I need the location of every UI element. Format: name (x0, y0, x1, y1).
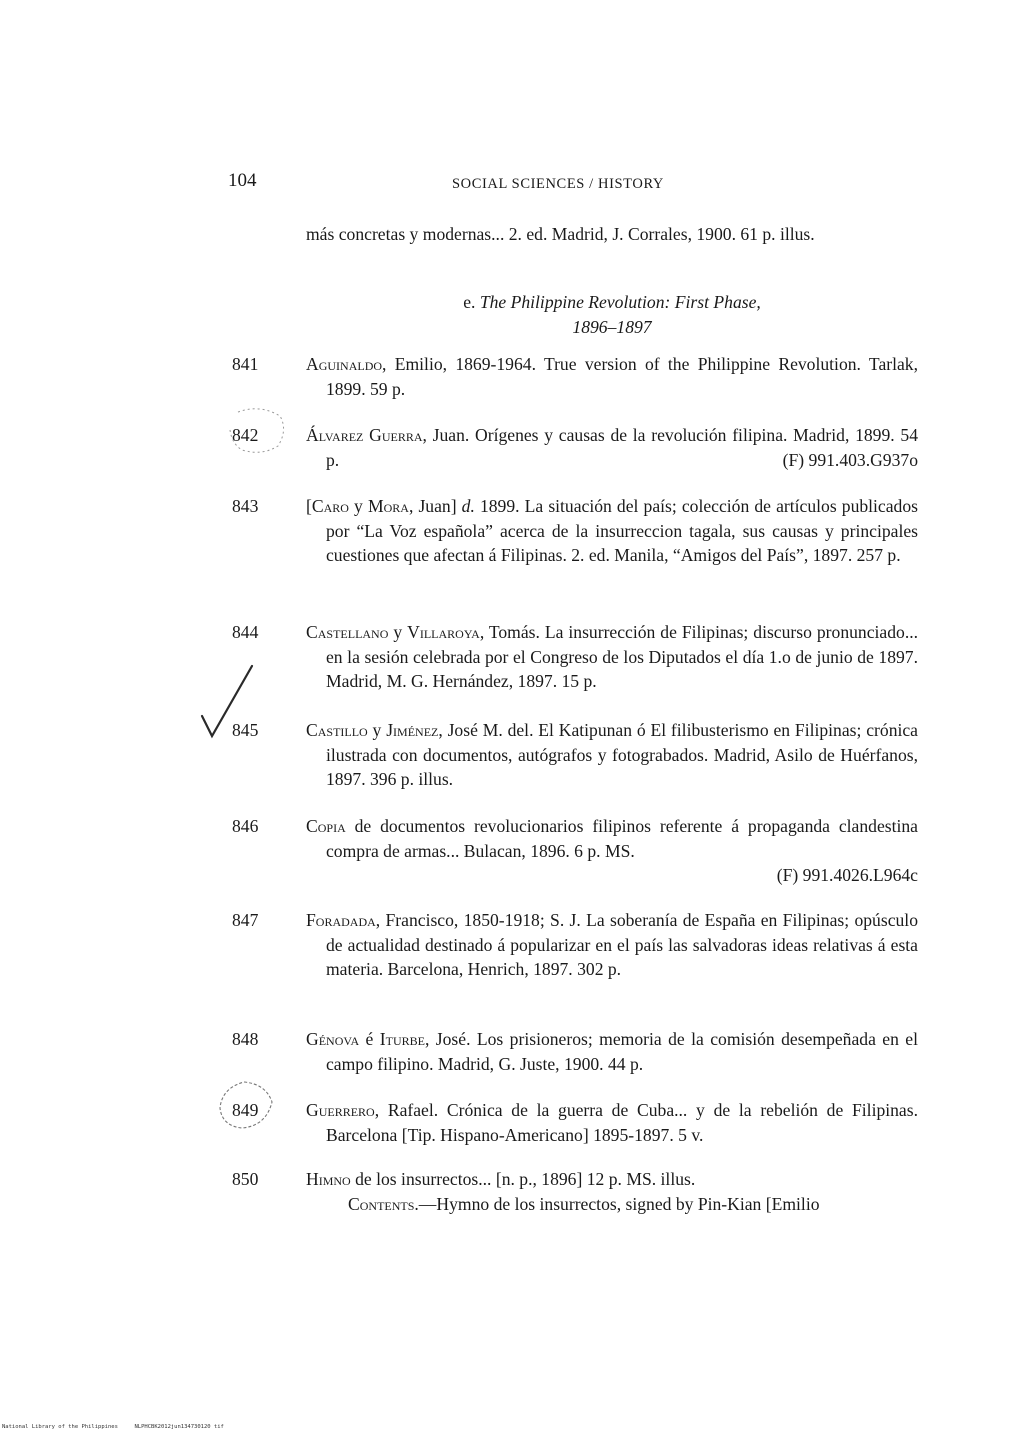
entry-number: 848 (232, 1029, 259, 1049)
entry-841 (232, 352, 918, 401)
entry-845 (232, 718, 918, 792)
entry-number: 847 (232, 910, 259, 930)
entry-text: Castellano y Villaroya, Tomás. La insurrección de Filipinas; discurso pronunciado... en la sesión celebrada por el Congreso de los Diputados el día 1.o de junio de 1897. Madrid, M. G. Hernández, 1897. 15 p. (306, 622, 919, 691)
entry-text: [Caro y Mora, Juan] d. 1899. La situación del país; colección de artículos publicados por “La Voz española” acerca de la insurreccion tagala, sus causas y principales cuestiones que afectan á Filipinas. 2. ed. Manila, “Amigos del País”, 1897. 257 p. (306, 496, 918, 565)
contents-label: Contents (348, 1193, 415, 1214)
entry-text: Castillo y Jiménez, José M. del. El Katipunan ó El filibusterismo en Filipinas; crónica ilustrada con documentos, autógrafos y fotograbados. Madrid, Asilo de Huérfanos, 1897. 396 p. illus. (306, 720, 918, 789)
section-title-line1: The Philippine Revolution: First Phase, (479, 292, 761, 312)
entry-text: Copia de documentos revolucionarios filipinos referente á propaganda clandestina compra de armas... Bulacan, 1896. 6 p. MS. (F) 991.4026.L964c (306, 814, 918, 888)
entry-author: Copia (306, 816, 346, 836)
entry-number: 845 (232, 720, 259, 740)
call-number: (F) 991.4026.L964c (776, 865, 918, 885)
running-head: SOCIAL SCIENCES / HISTORY (452, 176, 664, 192)
entry-number: 841 (232, 354, 259, 374)
contents-note: Contents.—Hymno de los insurrectos, signed by Pin-Kian [Emilio (348, 1193, 820, 1214)
entry-author: Castillo (306, 720, 368, 740)
entry-text: Foradada, Francisco, 1850-1918; S. J. La soberanía de España en Filipinas; opúsculo de actualidad destinado á popularizar en el país las salvadoras ideas relativas á esta materia. Barcelona, Henrich, 1897. 302 p. (306, 910, 918, 979)
entry-author: Álvarez Guerra (306, 425, 423, 445)
entry-846 (232, 814, 918, 888)
page-number: 104 (228, 170, 257, 191)
entry-849 (232, 1098, 918, 1147)
scan-footer: National Library of the Philippines NLPHCBK2012jun134730120 tif (2, 1424, 224, 1430)
entry-author: Himno (306, 1169, 351, 1189)
entry-number: 850 (232, 1169, 259, 1189)
entry-author-2: Mora (367, 496, 409, 516)
entry-author: Caro (311, 496, 349, 516)
entry-author: Guerrero (306, 1100, 375, 1120)
entry-number: 844 (232, 622, 259, 642)
section-letter: e. (463, 292, 476, 312)
entry-author: Castellano (306, 622, 389, 642)
entry-850 (232, 1167, 918, 1216)
section-title-line2: 1896–1897 (572, 317, 652, 337)
entry-text: Himno de los insurrectos... [n. p., 1896] 12 p. MS. illus. Contents.—Hymno de los insurrectos, signed by Pin-Kian [Emilio (306, 1167, 918, 1216)
entry-text: Álvarez Guerra, Juan. Orígenes y causas de la revolución filipina. Madrid, 1899. 54 p. (F) 991.403.G937o (306, 423, 918, 472)
entry-number: 843 (232, 496, 259, 516)
entry-number: 846 (232, 816, 259, 836)
entry-847 (232, 908, 918, 982)
entry-author: Aguinaldo (306, 354, 383, 374)
entry-text: Guerrero, Rafael. Crónica de la guerra de Cuba... y de la rebelión de Filipinas. Barcelona [Tip. Hispano-Americano] 1895-1897. 5 v. (306, 1100, 918, 1145)
entry-842 (232, 423, 918, 472)
entry-848 (232, 1027, 918, 1076)
section-heading (306, 290, 918, 340)
entry-text: Aguinaldo, Emilio, 1869-1964. True version of the Philippine Revolution. Tarlak, 1899. 59 p. (306, 354, 918, 399)
entry-844 (232, 620, 918, 694)
entry-number: 849 (232, 1100, 259, 1120)
entry-author: Foradada (306, 910, 376, 930)
continuation-text: más concretas y modernas... 2. ed. Madrid, J. Corrales, 1900. 61 p. illus. (306, 224, 815, 244)
entry-843 (232, 494, 918, 568)
entry-author-2: Iturbe (379, 1029, 425, 1049)
entry-author-2: Jiménez (386, 720, 439, 740)
entry-text: Génova é Iturbe, José. Los prisioneros; memoria de la comisión desempeñada en el campo filipino. Madrid, G. Juste, 1900. 44 p. (306, 1029, 919, 1074)
call-number: (F) 991.403.G937o (782, 449, 918, 470)
entry-author: Génova (306, 1029, 360, 1049)
entry-number: 842 (232, 425, 259, 445)
entry-author-2: Villaroya (407, 622, 480, 642)
